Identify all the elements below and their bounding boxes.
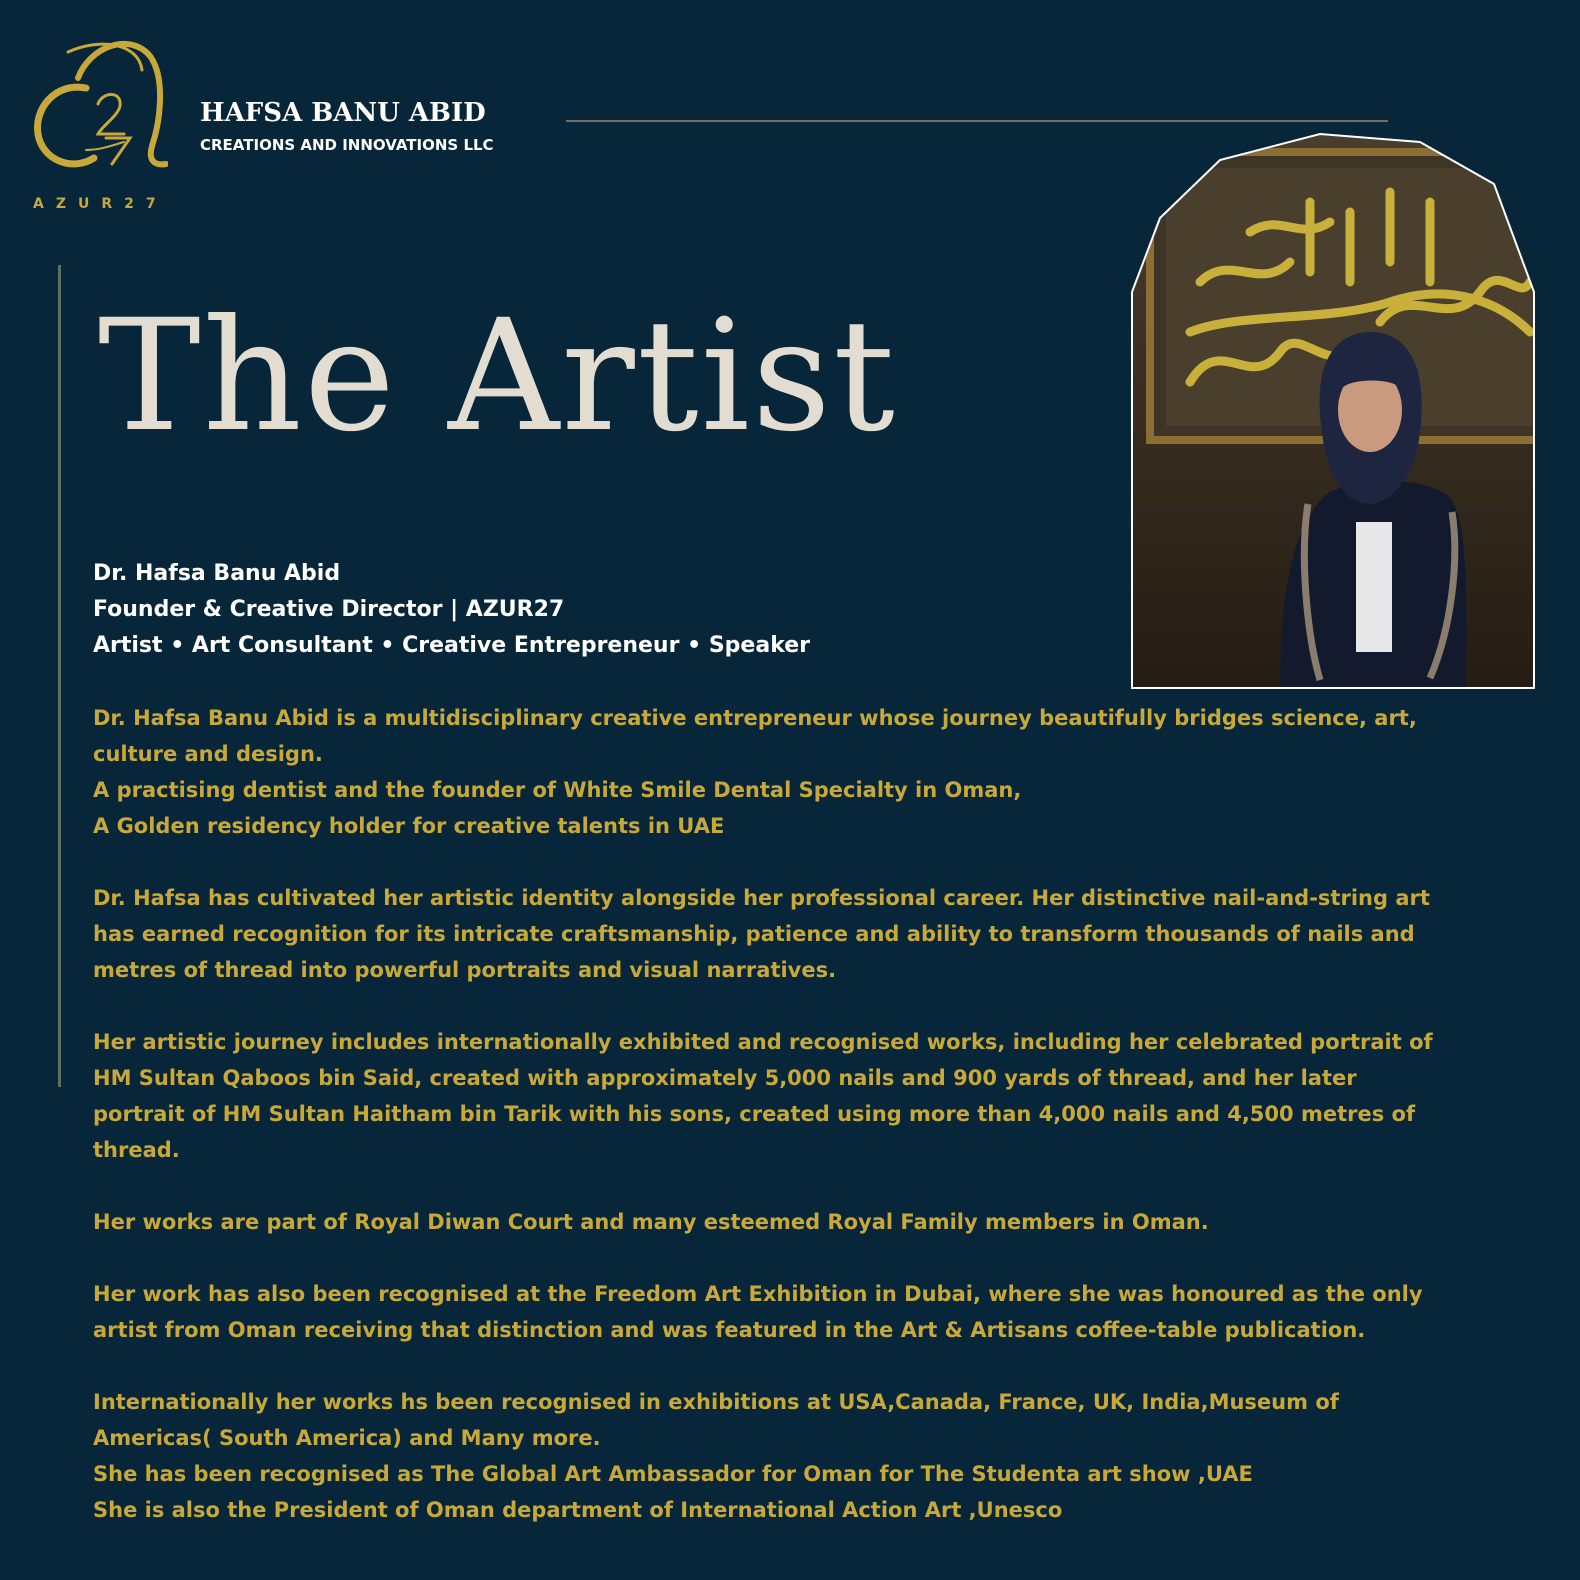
bio-line: She has been recognised as The Global Art Ambassador for Oman for The Studenta art show ,UAE (93, 1462, 1253, 1486)
artist-intro (93, 556, 810, 664)
bio-line: Dr. Hafsa Banu Abid is a multidisciplinary creative entrepreneur whose journey beautifully bridges science, art, culture and design. (93, 706, 1417, 766)
bio-line: A Golden residency holder for creative talents in UAE (93, 814, 725, 838)
azur27-logo (28, 30, 168, 172)
artist-titles: Artist • Art Consultant • Creative Entrepreneur • Speaker (93, 633, 810, 658)
artist-role: Founder & Creative Director | AZUR27 (93, 597, 565, 622)
bio-paragraph (93, 700, 1453, 844)
side-divider (58, 265, 61, 1087)
bio-line: Internationally her works hs been recognised in exhibitions at USA,Canada, France, UK, India,Museum of Americas( South America) and Many more. (93, 1390, 1339, 1450)
bio-paragraph (93, 1204, 1453, 1240)
brand-subtitle: CREATIONS AND INNOVATIONS LLC (200, 136, 494, 154)
page-title: The Artist (98, 287, 897, 466)
bio-line: Her artistic journey includes internationally exhibited and recognised works, including her celebrated portrait of HM Sultan Qaboos bin Said, created with approximately 5,000 nails and 900 yards of thread, and her later portrait of HM Sultan Haitham bin Tarik with his sons, created using more than 4,000 nails and 4,500 metres of thread. (93, 1030, 1433, 1162)
bio-paragraph (93, 880, 1453, 988)
bio-paragraph (93, 1276, 1453, 1348)
header-divider (566, 120, 1388, 122)
bio-paragraph (93, 1024, 1453, 1168)
bio-line: A practising dentist and the founder of White Smile Dental Specialty in Oman, (93, 778, 1022, 802)
artist-photo (1130, 132, 1536, 690)
bio-line: Her work has also been recognised at the Freedom Art Exhibition in Dubai, where she was honoured as the only artist from Oman receiving that distinction and was featured in the Art & Artisans coffee-table publication. (93, 1282, 1423, 1342)
artist-name: Dr. Hafsa Banu Abid (93, 561, 341, 586)
bio-line: Dr. Hafsa has cultivated her artistic identity alongside her professional career. Her distinctive nail-and-string art has earned recognition for its intricate craftsmanship, patience and ability to transform thousands of nails and metres of thread into powerful portraits and visual narratives. (93, 886, 1430, 982)
bio-paragraph (93, 1384, 1453, 1528)
bio-line: Her works are part of Royal Diwan Court and many esteemed Royal Family members in Oman. (93, 1210, 1209, 1234)
artist-bio (93, 700, 1453, 1564)
logo-wordmark: AZUR27 (33, 196, 168, 212)
brand-name: HAFSA BANU ABID (200, 98, 486, 128)
bio-line: She is also the President of Oman department of International Action Art ,Unesco (93, 1498, 1063, 1522)
